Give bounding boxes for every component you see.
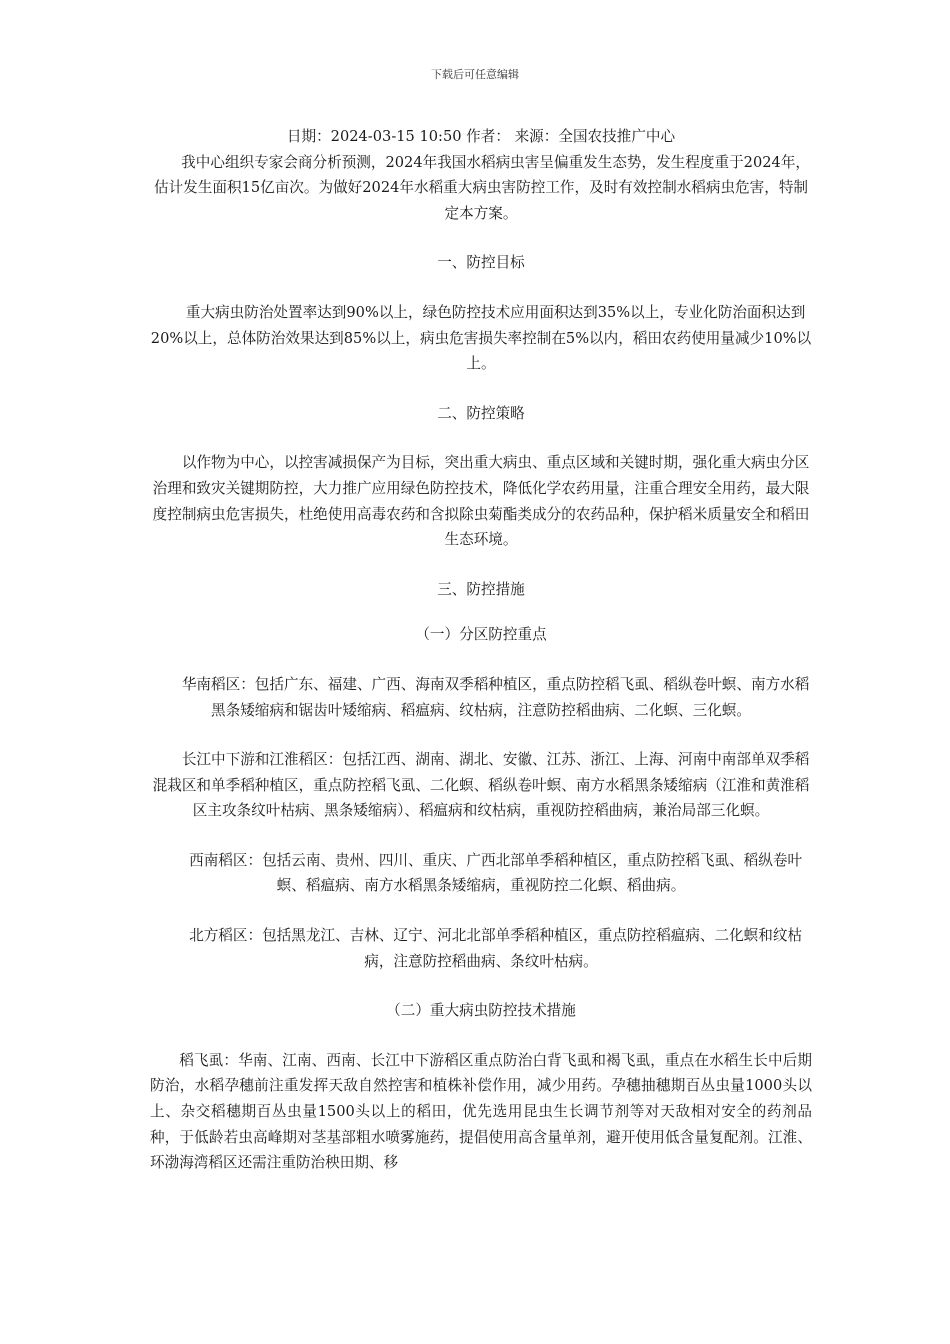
document-body bbox=[150, 124, 812, 1176]
subsection-title-regions: （一）分区防控重点 bbox=[415, 626, 547, 644]
strategy-paragraph: 以作物为中心，以控害减损保产为目标，突出重大病虫、重点区域和关键时期，强化重大病虫分区治理和致灾关键期防控，大力推广应用绿色防控技术，降低化学农药用量，注重合理安全用药，最大限度控制病虫危害损失，杜绝使用高毒农药和含拟除虫菊酯类成分的农药品种，保护稻米质量安全和稻田生态环境。 bbox=[152, 454, 810, 549]
section-title-goals: 一、防控目标 bbox=[437, 254, 525, 272]
section-title-strategy: 二、防控策略 bbox=[437, 404, 525, 422]
region-north: 北方稻区：包括黑龙江、吉林、辽宁、河北北部单季稻种植区，重点防控稻瘟病、二化螟和纹枯病，注意防控稻曲病、条纹叶枯病。 bbox=[189, 927, 803, 970]
goals-paragraph: 重大病虫防治处置率达到90%以上，绿色防控技术应用面积达到35%以上，专业化防治面积达到20%以上，总体防治效果达到85%以上，病虫危害损失率控制在5%以内，稻田农药使用量减少10%以上。 bbox=[150, 303, 812, 373]
region-south-china: 华南稻区：包括广东、福建、广西、海南双季稻种植区，重点防控稻飞虱、稻纵卷叶螟、南方水稻黑条矮缩病和锯齿叶矮缩病、稻瘟病、纹枯病，注意防控稻曲病、二化螟、三化螟。 bbox=[181, 675, 810, 719]
section-title-measures: 三、防控措施 bbox=[437, 580, 525, 598]
region-southwest: 西南稻区：包括云南、贵州、四川、重庆、广西北部单季稻种植区，重点防控稻飞虱、稻纵卷叶螟、稻瘟病、南方水稻黑条矮缩病，重视防控二化螟、稻曲病。 bbox=[189, 851, 803, 895]
page-header-note: 下载后可任意编辑 bbox=[431, 68, 519, 81]
article-meta: 日期：2024-03-15 10:50 作者： 来源：全国农技推广中心 bbox=[286, 128, 676, 145]
planthopper-paragraph: 稻飞虱：华南、江南、西南、长江中下游稻区重点防治白背飞虱和褐飞虱，重点在水稻生长中后期防治，水稻孕穗前注重发挥天敌自然控害和植株补偿作用，减少用药。孕穗抽穗期百丛虫量1000头以上、杂交稻穗期百丛虫量1500头以上的稻田，优先选用昆虫生长调节剂等对天敌相对安全的药剂品种，于低龄若虫高峰期对茎基部粗水喷雾施药，提倡使用高含量单剂，避开使用低含量复配剂。江淮、环渤海湾稻区还需注重防治秧田期、移 bbox=[150, 1051, 812, 1172]
region-yangtze-jianghuai: 长江中下游和江淮稻区：包括江西、湖南、湖北、安徽、江苏、浙江、上海、河南中南部单双季稻混栽区和单季稻种植区，重点防控稻飞虱、二化螟、稻纵卷叶螟、南方水稻黑条矮缩病（江淮和黄淮稻区主攻条纹叶枯病、黑条矮缩病）、稻瘟病和纹枯病，重视防控稻曲病，兼治局部三化螟。 bbox=[152, 751, 810, 820]
intro-paragraph: 我中心组织专家会商分析预测，2024年我国水稻病虫害呈偏重发生态势，发生程度重于2024年，估计发生面积15亿亩次。为做好2024年水稻重大病虫害防控工作，及时有效控制水稻病虫危害，特制定本方案。 bbox=[153, 153, 811, 222]
subsection-title-techniques: （二）重大病虫防控技术措施 bbox=[386, 1002, 576, 1020]
